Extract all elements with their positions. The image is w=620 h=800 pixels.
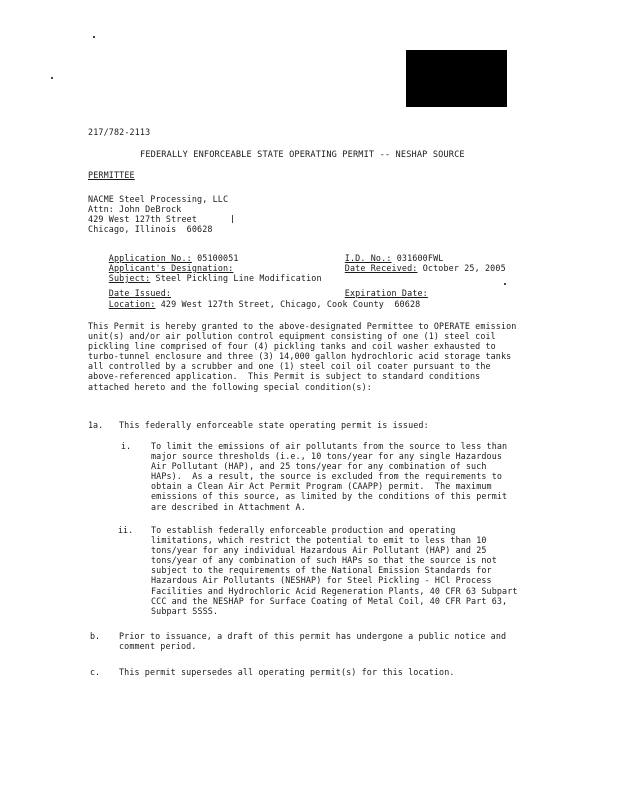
location-label: Location: (108, 299, 156, 309)
received-value: October 25, 2005 (422, 263, 506, 273)
application-value: 05100051 (197, 253, 239, 263)
item-b-text: Prior to issuance, a draft of this permit has undergone a public notice and comment period. (119, 631, 512, 652)
location-value: 429 West 127th Street, Chicago, Cook County 60628 (160, 299, 421, 309)
permit-title: FEDERALLY ENFORCEABLE STATE OPERATING PERMIT -- NESHAP SOURCE (140, 150, 465, 160)
item-c-text: This permit supersedes all operating permit(s) for this location. (119, 667, 455, 677)
scan-speck (504, 283, 506, 285)
sub-ii-label: ii. (118, 525, 134, 535)
issued-label: Date Issued: (108, 288, 172, 298)
redaction-block (406, 50, 507, 107)
permittee-city: Chicago, Illinois 60628 (88, 224, 213, 234)
item-1a-text: This federally enforceable state operating permit is issued: (119, 420, 429, 430)
item-b-label: b. (90, 631, 101, 641)
permittee-attn: Attn: John DeBrock (88, 204, 182, 214)
phone-number: 217/782-2113 (88, 127, 151, 137)
subject-value: Steel Pickling Line Modification (155, 273, 322, 283)
applicant-label: Applicant's Designation: (108, 263, 234, 273)
application-label: Application No.: (108, 253, 192, 263)
scan-speck (51, 77, 53, 79)
sub-ii-text: To establish federally enforceable production and operating limitations, which restrict the potential to emit to less than 10 tons/year for any individual Hazardous Air Pollutant (HAP) and 25 tons/year of any combination of such HAPs so that the source is not subject to the requirements of the National Emission Standards for Hazardous Air Pollutants (NESHAP) for Steel Pickling - HCl Process Facilities and Hydrochloric Acid Regeneration Plants, 40 CFR 63 Subpart CCC and the NESHAP for Surface Coating of Metal Coil, 40 CFR Part 63, Subpart SSSS. (151, 525, 523, 616)
permittee-street: 429 West 127th Street (88, 214, 198, 224)
permittee-label: PERMITTEE (88, 170, 135, 180)
scan-speck (93, 36, 95, 38)
expiration-label: Expiration Date: (344, 288, 428, 298)
scan-speck (232, 215, 233, 223)
id-label: I.D. No.: (344, 253, 392, 263)
received-label: Date Received: (344, 263, 418, 273)
subject-label: Subject: (108, 273, 151, 283)
item-c-label: c. (90, 667, 101, 677)
location-row (88, 289, 420, 319)
intro-paragraph: This Permit is hereby granted to the above-designated Permittee to OPERATE emission unit(s) and/or air pollution control equipment consisting of one (1) steel coil pickling line comprised of four (4) pickling tanks and coil washer exhausted to turbo-tunnel enclosure and three (3) 14,000 gallon hydrochloric acid storage tanks all controlled by a scrubber and one (1) steel coil oil coater pursuant to the above-referenced application. This Permit is subject to standard conditions attached hereto and the following special condition(s): (88, 321, 522, 392)
id-value: 031600FWL (396, 253, 444, 263)
sub-i-label: i. (121, 441, 132, 451)
item-1a-label: 1a. (88, 420, 104, 430)
sub-i-text: To limit the emissions of air pollutants from the source to less than major source thresholds (i.e., 10 tons/year for any single Hazardous Air Pollutant (HAP), and 25 tons/year for any combination of such HAPs). As a result, the source is excluded from the requirements to obtain a Clean Air Act Permit Program (CAAPP) permit. The maximum emissions of this source, as limited by the conditions of this permit are described in Attachment A. (151, 441, 513, 512)
permittee-name: NACME Steel Processing, LLC (88, 194, 229, 204)
